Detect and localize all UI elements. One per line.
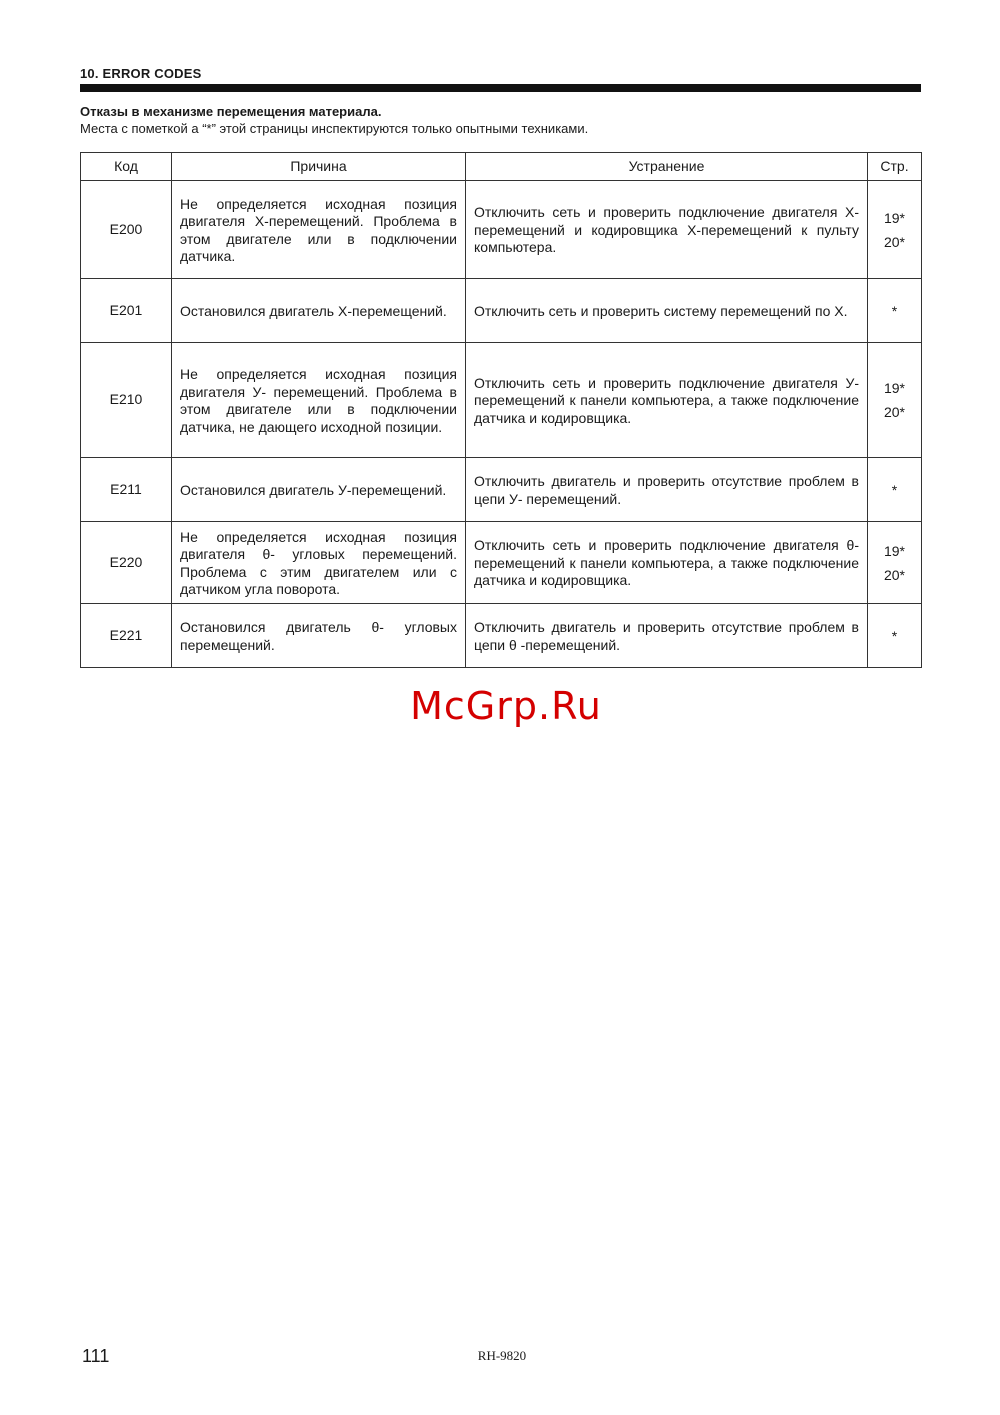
page-subtitle: Отказы в механизме перемещения материала. (80, 104, 382, 119)
error-codes-table (80, 152, 922, 668)
error-code: E210 (81, 343, 172, 458)
error-code: E201 (81, 279, 172, 343)
error-cause: Остановился двигатель θ- угловых перемещений. (172, 604, 466, 668)
error-cause: Не определяется исходная позиция двигателя θ- угловых перемещений. Проблема с этим двигателем или с датчиком угла поворота. (172, 522, 466, 604)
error-code: E220 (81, 522, 172, 604)
page-reference (868, 343, 922, 458)
column-header-page: Стр. (868, 153, 922, 181)
column-header-cause: Причина (172, 153, 466, 181)
page-ref-value: * (891, 302, 898, 319)
page-ref-value: * (891, 627, 898, 644)
page-reference (868, 181, 922, 279)
error-code: E200 (81, 181, 172, 279)
page-ref-value: 19* (883, 209, 906, 226)
page-ref-value: 20* (883, 404, 906, 420)
page-ref-value: 20* (883, 566, 906, 583)
page-ref-value: 19* (883, 542, 906, 559)
error-fix: Отключить двигатель и проверить отсутствие проблем в цепи У- перемещений. (466, 458, 868, 522)
table-row (81, 458, 922, 522)
column-header-code: Код (81, 153, 172, 181)
page-reference (868, 522, 922, 604)
table-row (81, 343, 922, 458)
error-fix: Отключить двигатель и проверить отсутствие проблем в цепи θ -перемещений. (466, 604, 868, 668)
error-fix: Отключить сеть и проверить подключение двигателя У- перемещений к панели компьютера, а также подключение датчика и кодировщика. (466, 343, 868, 458)
error-fix: Отключить сеть и проверить подключение двигателя θ-перемещений к панели компьютера, а также подключение датчика и кодировщика. (466, 522, 868, 604)
error-code: E211 (81, 458, 172, 522)
document-code: RH-9820 (477, 1348, 527, 1363)
page-reference (868, 279, 922, 343)
table-row (81, 522, 922, 604)
table-row (81, 604, 922, 668)
table-header-row (81, 153, 922, 181)
column-header-fix: Устранение (466, 153, 868, 181)
section-title: 10. ERROR CODES (80, 66, 202, 81)
error-cause: Остановился двигатель X-перемещений. (172, 279, 466, 343)
error-fix: Отключить сеть и проверить систему перемещений по X. (466, 279, 868, 343)
page-ref-value: 19* (883, 380, 906, 396)
page-reference (868, 604, 922, 668)
page-number: 111 (82, 1346, 110, 1366)
watermark-logo: McGrp.Ru (410, 684, 602, 728)
error-code: E221 (81, 604, 172, 668)
error-cause: Не определяется исходная позиция двигателя У- перемещений. Проблема в этом двигателе или в подключении датчика, не дающего исходной позиции. (172, 343, 466, 458)
page-ref-value: 20* (883, 233, 906, 250)
page-reference (868, 458, 922, 522)
page-ref-value: * (891, 481, 898, 498)
header-rule (80, 84, 921, 92)
table-row (81, 279, 922, 343)
error-cause: Остановился двигатель У-перемещений. (172, 458, 466, 522)
error-fix: Отключить сеть и проверить подключение двигателя X- перемещений и кодировщика X-перемещений к пульту компьютера. (466, 181, 868, 279)
inspection-note: Места с пометкой а “*” этой страницы инспектируются только опытными техниками. (80, 121, 589, 136)
table-row (81, 181, 922, 279)
error-cause: Не определяется исходная позиция двигателя X-перемещений. Проблема в этом двигателе или в подключении датчика. (172, 181, 466, 279)
